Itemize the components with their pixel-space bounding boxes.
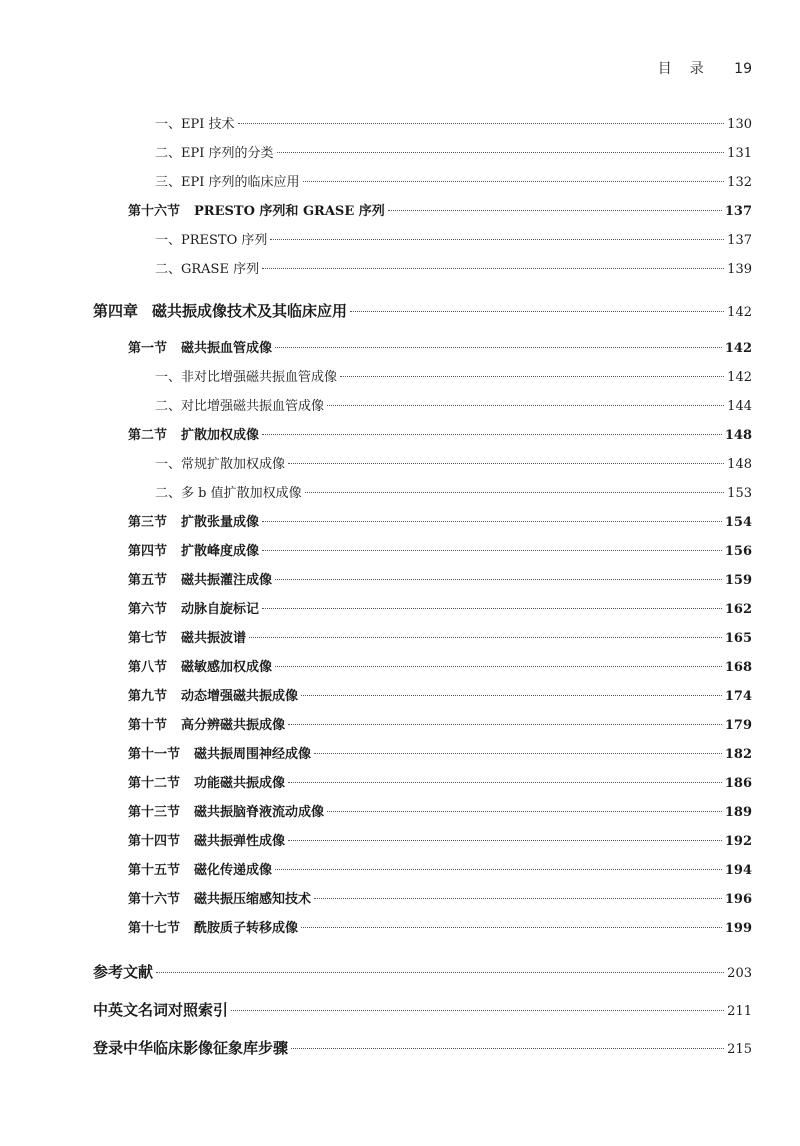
toc-entry-title: 二、EPI 序列的分类 bbox=[155, 146, 274, 161]
toc-entry-number: 第十六节 bbox=[128, 892, 181, 907]
dot-leader bbox=[262, 550, 722, 551]
toc-entry-page: 142 bbox=[727, 305, 752, 320]
dot-leader bbox=[314, 898, 722, 899]
toc-entry[interactable] bbox=[128, 772, 752, 791]
toc-entry[interactable] bbox=[128, 656, 752, 675]
dot-leader bbox=[277, 152, 725, 153]
toc-entry-number: 第四章 bbox=[93, 302, 139, 320]
toc-entry-page: 148 bbox=[724, 428, 752, 443]
toc-entry-label bbox=[128, 540, 259, 559]
toc-entry-page: 189 bbox=[724, 805, 752, 820]
toc-entry[interactable] bbox=[128, 337, 752, 356]
toc-entry-title: 磁共振周围神经成像 bbox=[194, 747, 312, 762]
toc-entry-page: 165 bbox=[724, 631, 752, 646]
dot-leader bbox=[270, 239, 724, 240]
toc-entry-label bbox=[128, 801, 324, 820]
toc-entry-title: 磁共振弹性成像 bbox=[194, 834, 286, 849]
toc-entry[interactable] bbox=[128, 569, 752, 588]
toc-entry-title: 一、PRESTO 序列 bbox=[155, 233, 268, 248]
toc-entry-title: 中英文名词对照索引 bbox=[93, 1001, 229, 1019]
dot-leader bbox=[288, 840, 722, 841]
toc-entry-page: 192 bbox=[724, 834, 752, 849]
toc-entry-label bbox=[155, 113, 235, 132]
toc-entry-label bbox=[155, 395, 324, 414]
toc-entry[interactable] bbox=[128, 540, 752, 559]
toc-entry-title: 磁敏感加权成像 bbox=[181, 660, 273, 675]
toc-entry-page: 194 bbox=[724, 863, 752, 878]
toc-entry[interactable] bbox=[155, 482, 752, 501]
toc-entry-number: 第三节 bbox=[128, 515, 168, 530]
toc-entry-label bbox=[128, 772, 285, 791]
dot-leader bbox=[314, 753, 722, 754]
toc-entry[interactable] bbox=[128, 424, 752, 443]
toc-entry[interactable] bbox=[128, 598, 752, 617]
toc-entry-title: 二、对比增强磁共振血管成像 bbox=[155, 399, 325, 414]
toc-entry[interactable] bbox=[128, 830, 752, 849]
toc-entry[interactable] bbox=[128, 859, 752, 878]
dot-leader bbox=[288, 724, 722, 725]
toc-entry[interactable] bbox=[128, 627, 752, 646]
dot-leader bbox=[231, 1010, 724, 1011]
toc-entry-number: 第八节 bbox=[128, 660, 168, 675]
toc-entry-label bbox=[128, 743, 311, 762]
toc-entry-page: 182 bbox=[724, 747, 752, 762]
toc-entry-title: 高分辨磁共振成像 bbox=[181, 718, 286, 733]
toc-entry-title: 磁共振脑脊液流动成像 bbox=[194, 805, 325, 820]
toc-entry-title: 二、GRASE 序列 bbox=[155, 262, 260, 277]
toc-entry[interactable] bbox=[155, 395, 752, 414]
toc-entry-page: 162 bbox=[724, 602, 752, 617]
dot-leader bbox=[275, 869, 722, 870]
toc-entry-title: 磁化传递成像 bbox=[194, 863, 273, 878]
toc-entry-label bbox=[128, 511, 259, 530]
toc-entry-label bbox=[128, 569, 272, 588]
toc-entry-number: 第二节 bbox=[128, 428, 168, 443]
toc-entry-page: 156 bbox=[724, 544, 752, 559]
toc-entry-title: 一、常规扩散加权成像 bbox=[155, 457, 286, 472]
toc-entry-label bbox=[128, 685, 298, 704]
toc-entry-number: 第十三节 bbox=[128, 805, 181, 820]
toc-entry[interactable] bbox=[155, 229, 752, 248]
dot-leader bbox=[291, 1048, 724, 1049]
toc-entry-label bbox=[128, 888, 311, 907]
dot-leader bbox=[340, 376, 724, 377]
toc-entry-number: 第六节 bbox=[128, 602, 168, 617]
toc-entry-page: 168 bbox=[724, 660, 752, 675]
toc-entry-label bbox=[155, 258, 259, 277]
toc-entry[interactable] bbox=[93, 961, 752, 982]
toc-entry-label bbox=[155, 171, 300, 190]
toc-entry-title: 三、EPI 序列的临床应用 bbox=[155, 175, 300, 190]
toc-entry-page: 215 bbox=[727, 1042, 752, 1057]
toc-entry-page: 142 bbox=[727, 370, 752, 385]
toc-entry-number: 第九节 bbox=[128, 689, 168, 704]
toc-entry-number: 第七节 bbox=[128, 631, 168, 646]
toc-entry-title: 磁共振血管成像 bbox=[181, 341, 273, 356]
toc-entry-title: 酰胺质子转移成像 bbox=[194, 921, 299, 936]
toc-entry[interactable] bbox=[128, 714, 752, 733]
running-header bbox=[658, 58, 752, 78]
toc-entry-number: 第十六节 bbox=[128, 204, 181, 219]
toc-entry-title: 磁共振波谱 bbox=[181, 631, 247, 646]
toc-entry[interactable] bbox=[155, 142, 752, 161]
toc-entry[interactable] bbox=[93, 300, 752, 321]
toc-entry-title: 一、EPI 技术 bbox=[155, 117, 235, 132]
dot-leader bbox=[249, 637, 722, 638]
toc-entry-page: 137 bbox=[724, 204, 752, 219]
toc-entry-title: 参考文献 bbox=[93, 963, 154, 981]
toc-entry-page: 148 bbox=[727, 457, 752, 472]
toc-entry-page: 131 bbox=[727, 146, 752, 161]
toc-entry-label bbox=[128, 627, 246, 646]
toc-entry-label bbox=[155, 453, 285, 472]
dot-leader bbox=[301, 927, 722, 928]
dot-leader bbox=[262, 268, 724, 269]
dot-leader bbox=[388, 210, 722, 211]
toc-entry[interactable] bbox=[128, 511, 752, 530]
toc-entry-label bbox=[93, 999, 228, 1020]
dot-leader bbox=[305, 492, 725, 493]
dot-leader bbox=[275, 666, 722, 667]
toc-entry-number: 第一节 bbox=[128, 341, 168, 356]
dot-leader bbox=[350, 311, 724, 312]
toc-entry-label bbox=[155, 366, 337, 385]
dot-leader bbox=[156, 972, 724, 973]
toc-entry-title: 动态增强磁共振成像 bbox=[181, 689, 299, 704]
toc-entry-title: 二、多 b 值扩散加权成像 bbox=[155, 486, 302, 501]
toc-entry[interactable] bbox=[128, 743, 752, 762]
toc-entry-page: 211 bbox=[727, 1004, 752, 1019]
toc-entry-label bbox=[128, 656, 272, 675]
toc-entry-label bbox=[93, 300, 347, 321]
toc-entry-title: 磁共振灌注成像 bbox=[181, 573, 273, 588]
toc-entry[interactable] bbox=[155, 258, 752, 277]
toc-entry-title: 扩散峰度成像 bbox=[181, 544, 260, 559]
toc-entry[interactable] bbox=[155, 453, 752, 472]
toc-entry-title: 登录中华临床影像征象库步骤 bbox=[93, 1039, 289, 1057]
toc-entry-label bbox=[128, 424, 259, 443]
toc-entry-page: 130 bbox=[727, 117, 752, 132]
toc-entry-page: 154 bbox=[724, 515, 752, 530]
toc-entry[interactable] bbox=[128, 200, 752, 219]
toc-entry-title: 功能磁共振成像 bbox=[194, 776, 286, 791]
toc-entry-page: 159 bbox=[724, 573, 752, 588]
header-title: 目录 bbox=[657, 61, 722, 77]
toc-entry-title: 磁共振成像技术及其临床应用 bbox=[152, 302, 348, 320]
dot-leader bbox=[288, 782, 722, 783]
dot-leader bbox=[262, 608, 722, 609]
toc-entry-title: 动脉自旋标记 bbox=[181, 602, 260, 617]
toc-entry-label bbox=[128, 714, 285, 733]
toc-entry-title: 一、非对比增强磁共振血管成像 bbox=[155, 370, 338, 385]
toc-entry-label bbox=[128, 830, 285, 849]
toc-entry-number: 第十七节 bbox=[128, 921, 181, 936]
toc-entry-page: 139 bbox=[727, 262, 752, 277]
toc-entry-page: 132 bbox=[727, 175, 752, 190]
toc-entry-page: 137 bbox=[727, 233, 752, 248]
toc-entry-number: 第十节 bbox=[128, 718, 168, 733]
toc-entry-number: 第十四节 bbox=[128, 834, 181, 849]
toc-entry-page: 199 bbox=[724, 921, 752, 936]
toc-entry-number: 第四节 bbox=[128, 544, 168, 559]
toc-entry[interactable] bbox=[155, 171, 752, 190]
toc-entry-page: 144 bbox=[727, 399, 752, 414]
toc-entry-title: 磁共振压缩感知技术 bbox=[194, 892, 312, 907]
toc-entry-label bbox=[155, 142, 274, 161]
toc-entry[interactable] bbox=[93, 999, 752, 1020]
toc-entry-label bbox=[93, 1037, 288, 1058]
dot-leader bbox=[303, 181, 725, 182]
toc-entry-label bbox=[93, 961, 153, 982]
dot-leader bbox=[327, 405, 724, 406]
toc-entry-number: 第十二节 bbox=[128, 776, 181, 791]
toc-entry-label bbox=[128, 859, 272, 878]
dot-leader bbox=[238, 123, 725, 124]
toc-entry[interactable] bbox=[128, 801, 752, 820]
dot-leader bbox=[275, 579, 722, 580]
toc-entry[interactable] bbox=[155, 113, 752, 132]
toc-entry-title: 扩散张量成像 bbox=[181, 515, 260, 530]
toc-entry-page: 186 bbox=[724, 776, 752, 791]
toc-entry[interactable] bbox=[93, 1037, 752, 1058]
toc-entry-title: PRESTO 序列和 GRASE 序列 bbox=[194, 204, 385, 219]
dot-leader bbox=[288, 463, 724, 464]
toc-entry-number: 第十五节 bbox=[128, 863, 181, 878]
dot-leader bbox=[275, 347, 722, 348]
toc-entry-label bbox=[128, 200, 385, 219]
dot-leader bbox=[262, 434, 722, 435]
dot-leader bbox=[262, 521, 722, 522]
toc-entry-page: 153 bbox=[727, 486, 752, 501]
toc-entry-page: 174 bbox=[724, 689, 752, 704]
toc-entry-label bbox=[128, 598, 259, 617]
toc-entry-label bbox=[128, 917, 298, 936]
toc-entry[interactable] bbox=[155, 366, 752, 385]
toc-entry-label bbox=[155, 482, 302, 501]
toc-entry[interactable] bbox=[128, 917, 752, 936]
toc-entry-number: 第五节 bbox=[128, 573, 168, 588]
toc-entry-page: 196 bbox=[724, 892, 752, 907]
toc-entry-page: 179 bbox=[724, 718, 752, 733]
toc-entry[interactable] bbox=[128, 888, 752, 907]
dot-leader bbox=[301, 695, 722, 696]
dot-leader bbox=[327, 811, 722, 812]
toc-entry-label bbox=[155, 229, 267, 248]
toc-entry-page: 203 bbox=[727, 966, 752, 981]
toc-entry-number: 第十一节 bbox=[128, 747, 181, 762]
toc-entry[interactable] bbox=[128, 685, 752, 704]
toc-entry-page: 142 bbox=[724, 341, 752, 356]
toc-entry-label bbox=[128, 337, 272, 356]
header-page-number: 19 bbox=[734, 61, 752, 77]
toc-entry-title: 扩散加权成像 bbox=[181, 428, 260, 443]
